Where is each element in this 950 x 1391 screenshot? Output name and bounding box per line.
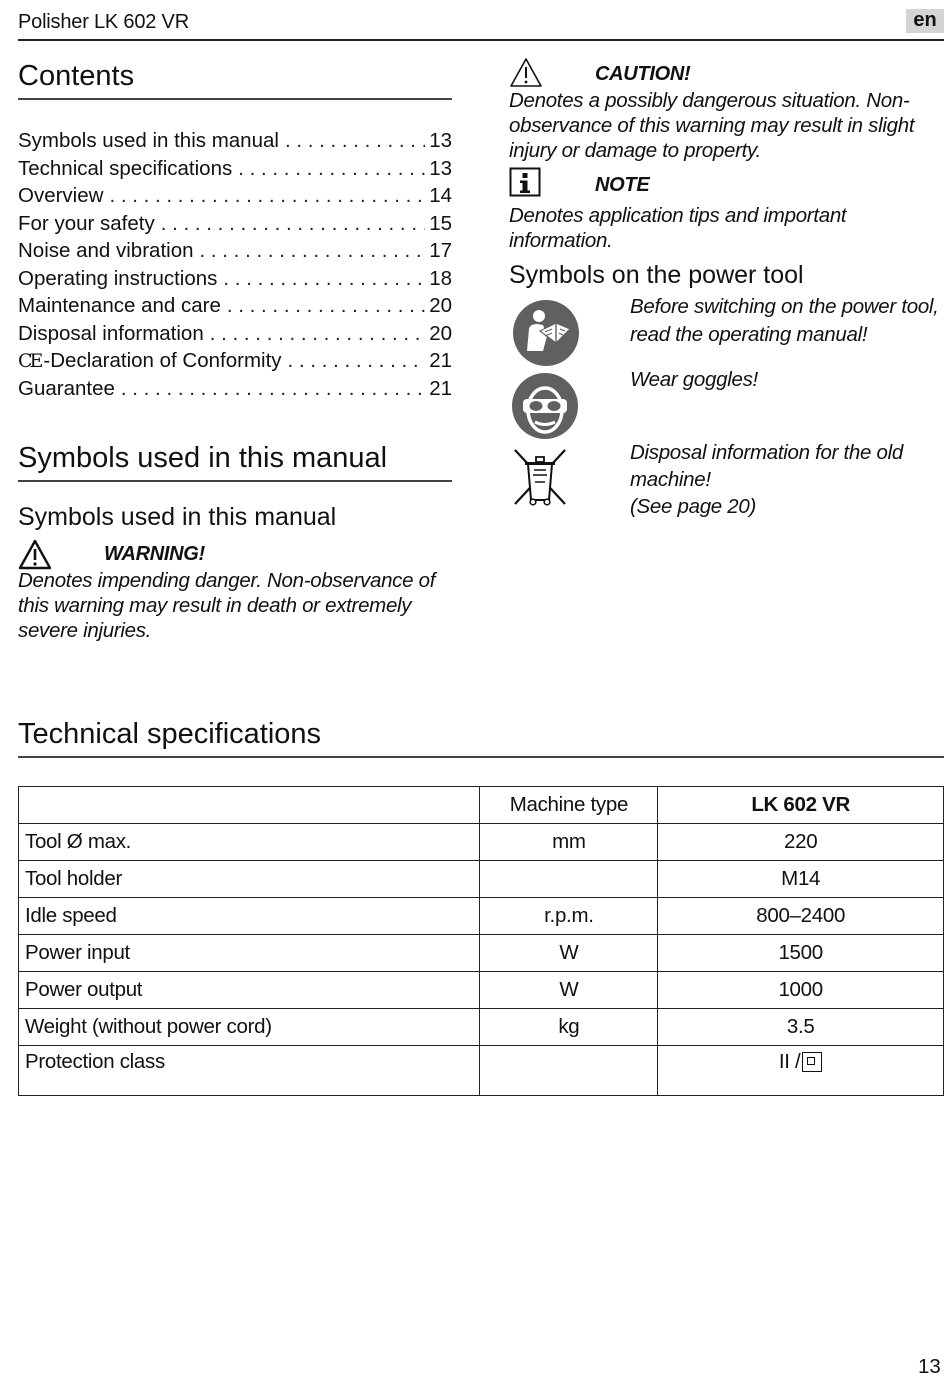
toc-page: 15 [429,211,452,235]
toc-entry[interactable] [18,184,452,212]
spec-value: M14 [658,861,944,898]
spec-value: 800–2400 [658,898,944,935]
wear-goggles-icon [511,372,579,440]
toc-page: 13 [429,156,452,180]
spec-unit: W [480,935,658,972]
header-title: Polisher LK 602 VR [18,11,189,33]
toc-entry[interactable] [18,212,452,240]
table-row [19,861,944,898]
toc-label: Operating instructions [18,266,218,290]
spec-unit: kg [480,1009,658,1046]
disposal-page-reference: (See page 20) [630,495,757,518]
toc-page: 17 [429,239,452,262]
toc-entry[interactable] [18,267,452,295]
double-insulation-icon [802,1052,822,1072]
disposal-description [630,439,945,520]
contents-divider [18,98,452,100]
spec-value: 1500 [658,935,944,972]
spec-value: 3.5 [658,1009,944,1046]
toc-page: 18 [429,266,452,290]
warning-description: Denotes impending danger. Non-observance of this warning may result in death or extremely severe injuries. [18,569,436,642]
toc-page: 14 [429,184,452,207]
note-info-icon [509,167,541,197]
ce-mark-icon: CE [18,350,41,372]
spec-label: Idle speed [19,898,480,935]
toc-label: Noise and vibration [18,239,194,262]
machine-type-label: Machine type [480,787,658,824]
page-number: 13 [918,1355,941,1378]
toc-label: Disposal information [18,321,204,345]
spec-label: Power output [19,972,480,1009]
table-row [19,898,944,935]
toc-label: -Declaration of Conformity [43,349,282,372]
symbols-manual-subheading: Symbols used in this manual [18,503,337,531]
specifications-table [18,786,944,1096]
toc-label: Overview [18,184,104,207]
spec-label: Power input [19,935,480,972]
toc-entry[interactable] [18,377,452,405]
table-of-contents [18,129,452,404]
header-divider [18,39,944,41]
warning-label: WARNING! [104,543,205,565]
toc-label: Maintenance and care [18,294,221,317]
toc-page: 21 [429,349,452,372]
symbols-manual-heading: Symbols used in this manual [18,442,388,474]
toc-entry[interactable] [18,239,452,267]
read-manual-icon [512,299,580,367]
spec-unit [480,1046,658,1096]
table-row [19,1046,944,1096]
spec-unit: mm [480,824,658,861]
toc-label: Guarantee [18,376,115,400]
table-row [19,824,944,861]
toc-entry[interactable] [18,322,452,350]
protection-class-cell [658,1046,944,1096]
spec-unit: r.p.m. [480,898,658,935]
spec-unit: W [480,972,658,1009]
model-name: LK 602 VR [658,787,944,824]
caution-label: CAUTION! [595,63,691,85]
spec-label: Weight (without power cord) [19,1009,480,1046]
toc-label: For your safety [18,211,155,235]
toc-entry[interactable] [18,349,452,377]
technical-specs-divider [18,756,944,758]
read-manual-description: Before switching on the power tool, read the operating manual! [630,295,939,346]
toc-entry[interactable] [18,157,452,185]
toc-page: 13 [429,129,452,152]
toc-entry[interactable] [18,294,452,322]
warning-triangle-icon [18,539,52,570]
language-badge: en [906,9,944,33]
wear-goggles-description: Wear goggles! [630,368,758,391]
toc-label: Technical specifications [18,156,233,180]
table-row [19,935,944,972]
caution-description: Denotes a possibly dangerous situation. Non-observance of this warning may result in slight injury or damage to property. [509,89,915,162]
spec-value: 1000 [658,972,944,1009]
note-label: NOTE [595,174,650,196]
spec-label: Protection class [19,1046,480,1096]
spec-label: Tool Ø max. [19,824,480,861]
toc-page: 20 [429,294,452,317]
toc-page: 21 [429,376,452,400]
table-row [19,1009,944,1046]
spec-label: Tool holder [19,861,480,898]
toc-label: Symbols used in this manual [18,129,279,152]
power-tool-symbols-heading: Symbols on the power tool [509,261,804,289]
spec-value: II / [778,1050,801,1073]
spec-value: 220 [658,824,944,861]
crossed-bin-icon [509,446,571,510]
toc-entry[interactable] [18,129,452,157]
caution-triangle-icon [509,57,543,88]
table-cell [19,787,480,824]
table-header-row [19,787,944,824]
technical-specs-heading: Technical specifications [18,718,322,750]
spec-unit [480,861,658,898]
contents-heading: Contents [18,60,135,92]
table-row [19,972,944,1009]
disposal-text: Disposal information for the old machine! [630,441,903,491]
symbols-manual-divider [18,480,452,482]
toc-page: 20 [429,321,452,345]
note-description: Denotes application tips and important information. [509,204,847,252]
